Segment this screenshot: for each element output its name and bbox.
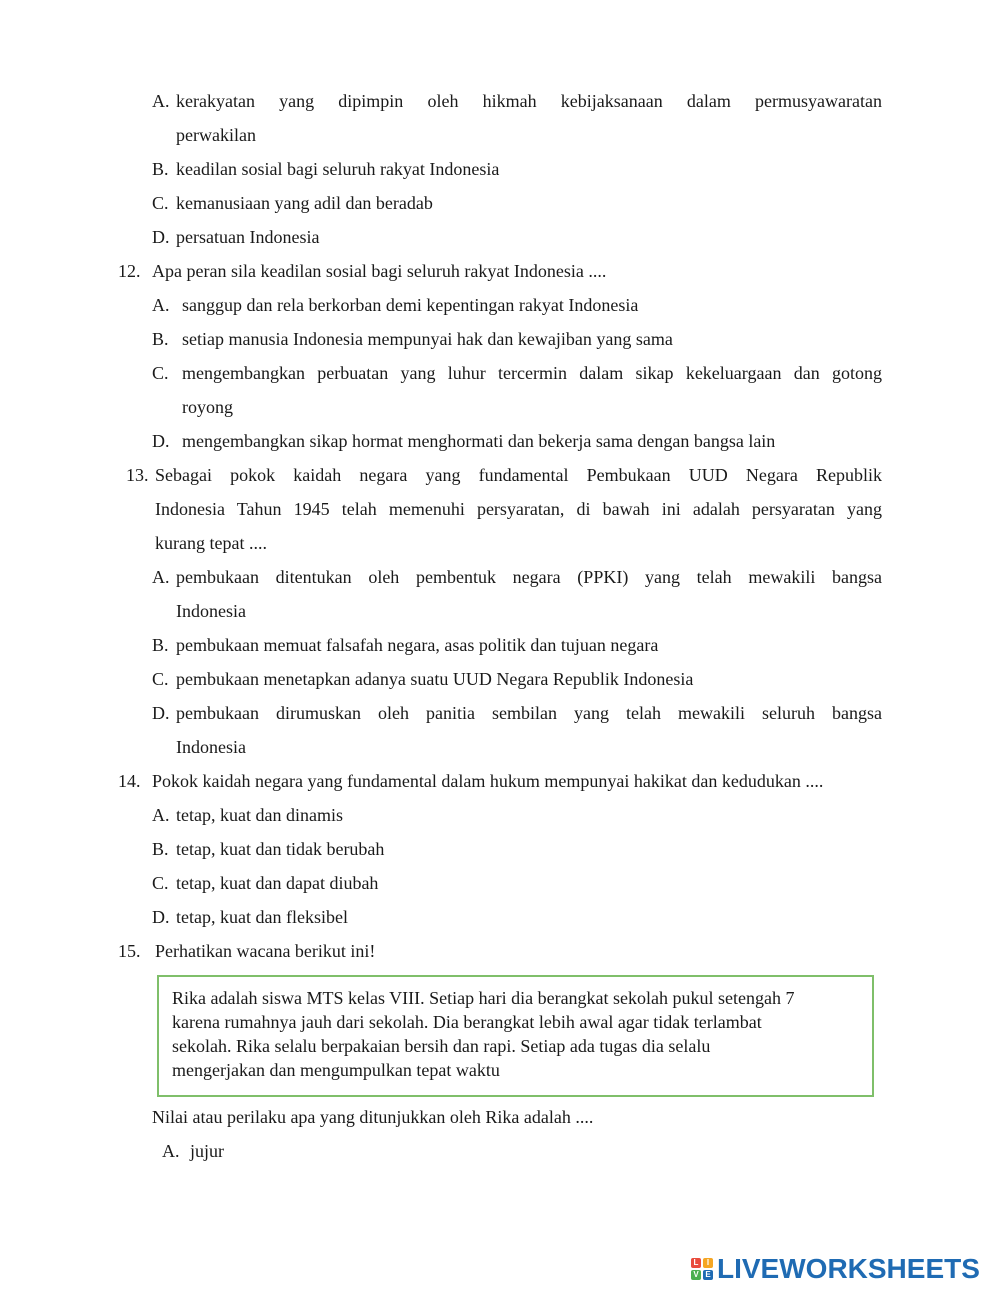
- logo-tile: E: [703, 1270, 713, 1280]
- q15-number: 15.: [118, 941, 141, 961]
- q11-option-d-label: D.: [152, 227, 170, 247]
- q12-option-a-text: sanggup dan rela berkorban demi kepentingan rakyat Indonesia: [182, 295, 639, 315]
- liveworksheets-logo: [691, 1253, 980, 1285]
- q12-option-c-label: C.: [152, 363, 169, 383]
- logo-text: LIVEWORKSHEETS: [717, 1253, 980, 1284]
- logo-mark-icon: [691, 1258, 713, 1280]
- q11-option-a-text-cont: perwakilan: [176, 125, 256, 145]
- q11-option-c-text: kemanusiaan yang adil dan beradab: [176, 193, 433, 213]
- q11-option-a-label: A.: [152, 91, 170, 111]
- q14-option-b-label: B.: [152, 839, 169, 859]
- q14-option-c-label: C.: [152, 873, 169, 893]
- q13-question-line-1: Sebagai pokok kaidah negara yang fundamental Pembukaan UUD Negara Republik: [155, 465, 882, 485]
- q12-option-d-text: mengembangkan sikap hormat menghormati dan bekerja sama dengan bangsa lain: [182, 431, 776, 451]
- q15-option-a-text: jujur: [190, 1141, 224, 1161]
- q13-question-line-2: Indonesia Tahun 1945 telah memenuhi persyaratan, di bawah ini adalah persyaratan yang: [155, 499, 882, 519]
- q13-option-d-label: D.: [152, 703, 170, 723]
- q13-option-d-text: pembukaan dirumuskan oleh panitia sembilan yang telah mewakili seluruh bangsa: [176, 703, 882, 723]
- q12-option-c-text: mengembangkan perbuatan yang luhur tercermin dalam sikap kekeluargaan dan gotong: [182, 363, 882, 383]
- q13-option-c-label: C.: [152, 669, 169, 689]
- q13-option-d-text-cont: Indonesia: [176, 737, 246, 757]
- q15-passage-line-3: sekolah. Rika selalu berpakaian bersih dan rapi. Setiap ada tugas dia selalu: [172, 1036, 711, 1056]
- q12-option-c-text-cont: royong: [182, 397, 233, 417]
- q13-option-c-text: pembukaan menetapkan adanya suatu UUD Negara Republik Indonesia: [176, 669, 694, 689]
- q15-passage-line-2: karena rumahnya jauh dari sekolah. Dia berangkat lebih awal agar tidak terlambat: [172, 1012, 762, 1032]
- q15-passage-line-4: mengerjakan dan mengumpulkan tepat waktu: [172, 1060, 500, 1080]
- q12-option-a-label: A.: [152, 295, 170, 315]
- logo-tile: V: [691, 1270, 701, 1280]
- q14-option-d-label: D.: [152, 907, 170, 927]
- q14-option-b-text: tetap, kuat dan tidak berubah: [176, 839, 385, 859]
- q13-option-a-text-cont: Indonesia: [176, 601, 246, 621]
- logo-tile: I: [703, 1258, 713, 1268]
- q12-question: Apa peran sila keadilan sosial bagi seluruh rakyat Indonesia ....: [152, 261, 607, 281]
- q11-option-b-text: keadilan sosial bagi seluruh rakyat Indonesia: [176, 159, 500, 179]
- q12-option-d-label: D.: [152, 431, 170, 451]
- q11-option-d-text: persatuan Indonesia: [176, 227, 320, 247]
- q14-option-a-label: A.: [152, 805, 170, 825]
- q15-intro: Perhatikan wacana berikut ini!: [155, 941, 376, 961]
- q13-option-b-text: pembukaan memuat falsafah negara, asas politik dan tujuan negara: [176, 635, 659, 655]
- q15-passage-line-1: Rika adalah siswa MTS kelas VIII. Setiap hari dia berangkat sekolah pukul setengah 7: [172, 988, 795, 1008]
- q14-option-a-text: tetap, kuat dan dinamis: [176, 805, 343, 825]
- q14-option-d-text: tetap, kuat dan fleksibel: [176, 907, 348, 927]
- q14-number: 14.: [118, 771, 141, 791]
- q14-option-c-text: tetap, kuat dan dapat diubah: [176, 873, 379, 893]
- q12-number: 12.: [118, 261, 141, 281]
- q15-question: Nilai atau perilaku apa yang ditunjukkan oleh Rika adalah ....: [152, 1107, 594, 1127]
- q14-question: Pokok kaidah negara yang fundamental dalam hukum mempunyai hakikat dan kedudukan ....: [152, 771, 824, 791]
- q15-option-a-label: A.: [162, 1141, 180, 1161]
- q11-option-a-text: kerakyatan yang dipimpin oleh hikmah kebijaksanaan dalam permusyawaratan: [176, 91, 882, 111]
- q13-option-a-text: pembukaan ditentukan oleh pembentuk negara (PPKI) yang telah mewakili bangsa: [176, 567, 882, 587]
- q12-option-b-label: B.: [152, 329, 169, 349]
- q11-option-c-label: C.: [152, 193, 169, 213]
- logo-tile: L: [691, 1258, 701, 1268]
- q13-number: 13.: [126, 465, 149, 485]
- q13-option-a-label: A.: [152, 567, 170, 587]
- q13-question-line-3: kurang tepat ....: [155, 533, 267, 553]
- q13-option-b-label: B.: [152, 635, 169, 655]
- q11-option-b-label: B.: [152, 159, 169, 179]
- q12-option-b-text: setiap manusia Indonesia mempunyai hak dan kewajiban yang sama: [182, 329, 673, 349]
